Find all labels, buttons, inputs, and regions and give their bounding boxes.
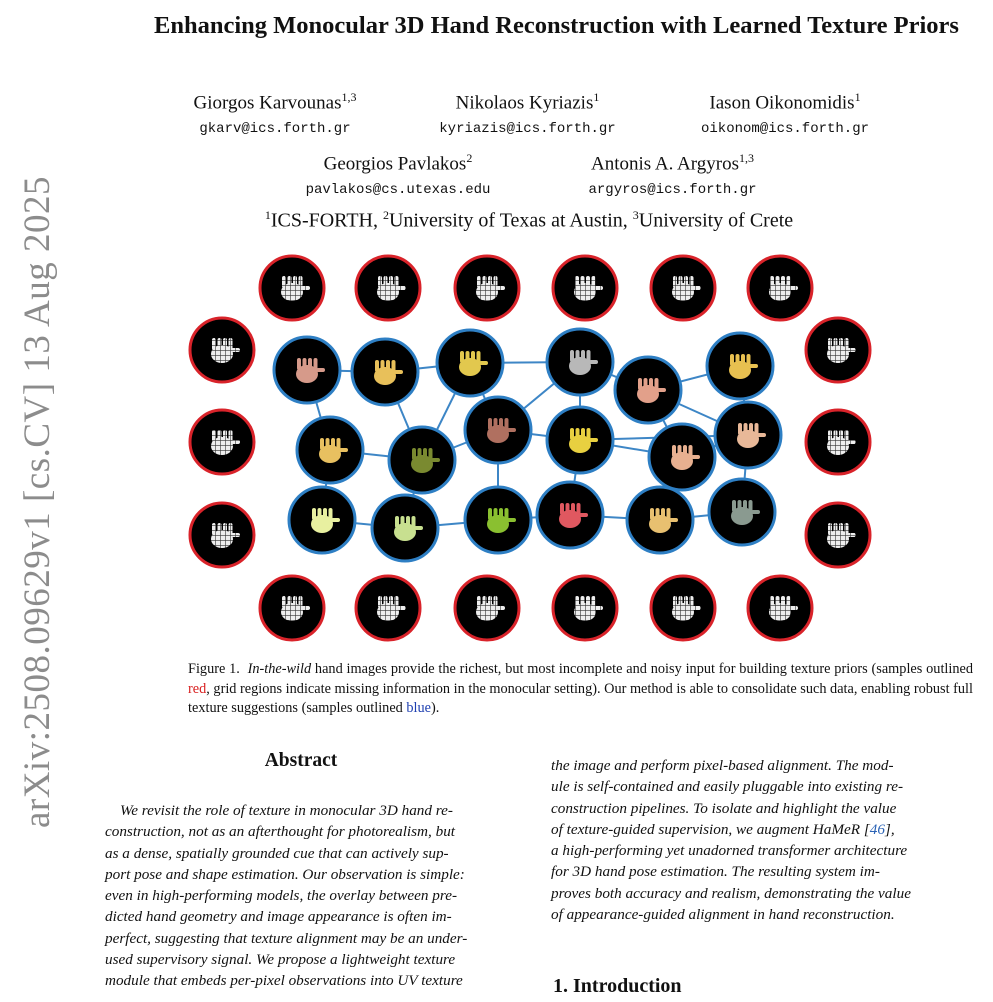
abstract-line: perfect, suggesting that texture alignment may be an under- bbox=[105, 929, 468, 947]
incomplete-sample bbox=[190, 503, 254, 567]
hand-finger bbox=[293, 276, 297, 288]
incomplete-sample bbox=[806, 318, 870, 382]
abstract-line: used supervisory signal. We propose a lightweight texture bbox=[105, 951, 456, 969]
hand-finger bbox=[483, 596, 487, 608]
hand-finger bbox=[223, 338, 227, 350]
hand-finger bbox=[460, 351, 464, 363]
hand-finger bbox=[320, 438, 324, 450]
hand-finger bbox=[412, 516, 416, 528]
hand-finger bbox=[839, 338, 843, 350]
hand-finger bbox=[337, 438, 341, 450]
hand-thumb bbox=[757, 433, 766, 437]
hand-finger bbox=[638, 378, 642, 390]
hand-finger bbox=[412, 448, 416, 460]
hand-finger bbox=[401, 516, 405, 528]
hand-finger bbox=[787, 276, 791, 288]
hand-finger bbox=[743, 500, 747, 512]
hand-thumb bbox=[231, 440, 240, 444]
author-name: Nikolaos Kyriazis bbox=[455, 92, 594, 114]
hand-finger bbox=[673, 596, 677, 608]
hand-finger bbox=[828, 338, 832, 350]
hand-finger bbox=[644, 378, 648, 390]
hand-finger bbox=[661, 508, 665, 520]
hand-finger bbox=[566, 503, 570, 515]
author-email: pavlakos@cs.utexas.edu bbox=[305, 182, 491, 199]
hand-finger bbox=[331, 438, 335, 450]
hand-finger bbox=[488, 418, 492, 430]
complete-sample bbox=[709, 479, 775, 545]
author-name: Georgios Pavlakos bbox=[323, 153, 467, 175]
hand-finger bbox=[499, 418, 503, 430]
complete-sample bbox=[715, 402, 781, 468]
hand-finger bbox=[781, 276, 785, 288]
hand-finger bbox=[679, 596, 683, 608]
abstract-line: construction, not as an afterthought for photorealism, but bbox=[105, 823, 456, 841]
hand-finger bbox=[488, 276, 492, 288]
hand-finger bbox=[429, 448, 433, 460]
abstract-line: dicted hand geometry and image appearance is often im- bbox=[105, 908, 452, 926]
hand-finger bbox=[684, 596, 688, 608]
complete-sample bbox=[547, 329, 613, 395]
abstract-line: as a dense, spatially grounded cue that can actively sup- bbox=[105, 844, 449, 862]
hand-finger bbox=[592, 276, 596, 288]
hand-finger bbox=[229, 338, 233, 350]
hand-finger bbox=[326, 438, 330, 450]
complete-sample bbox=[537, 482, 603, 548]
complete-sample bbox=[465, 487, 531, 553]
incomplete-sample bbox=[651, 576, 715, 640]
hand-finger bbox=[587, 428, 591, 440]
hand-finger bbox=[297, 358, 301, 370]
author-email: gkarv@ics.forth.gr bbox=[199, 121, 351, 138]
hand-thumb bbox=[751, 510, 760, 514]
hand-thumb bbox=[496, 286, 505, 290]
complete-sample bbox=[627, 487, 693, 553]
hand-finger bbox=[576, 428, 580, 440]
hand-thumb bbox=[301, 286, 310, 290]
hand-finger bbox=[229, 430, 233, 442]
abstract-line: port pose and shape estimation. Our observation is simple: bbox=[105, 865, 465, 883]
hand-finger bbox=[581, 276, 585, 288]
hand-thumb bbox=[316, 368, 325, 372]
hand-thumb bbox=[579, 513, 588, 517]
hand-finger bbox=[303, 358, 307, 370]
incomplete-sample bbox=[455, 256, 519, 320]
hand-finger bbox=[667, 508, 671, 520]
hand-finger bbox=[384, 596, 388, 608]
hand-finger bbox=[770, 596, 774, 608]
hand-thumb bbox=[847, 348, 856, 352]
hand-finger bbox=[673, 276, 677, 288]
hand-finger bbox=[223, 523, 227, 535]
hand-finger bbox=[770, 276, 774, 288]
hand-finger bbox=[845, 523, 849, 535]
hand-finger bbox=[828, 430, 832, 442]
hand-finger bbox=[650, 508, 654, 520]
hand-finger bbox=[576, 350, 580, 362]
incomplete-sample bbox=[748, 576, 812, 640]
hand-finger bbox=[282, 276, 286, 288]
hand-finger bbox=[845, 338, 849, 350]
author-affil-sup: 1,3 bbox=[341, 90, 357, 104]
hand-thumb bbox=[789, 286, 798, 290]
complete-sample bbox=[547, 407, 613, 473]
hand-finger bbox=[749, 500, 753, 512]
hand-finger bbox=[212, 430, 216, 442]
incomplete-sample bbox=[553, 576, 617, 640]
hand-finger bbox=[282, 596, 286, 608]
hand-finger bbox=[744, 423, 748, 435]
hand-finger bbox=[329, 508, 333, 520]
hand-finger bbox=[384, 276, 388, 288]
hand-finger bbox=[575, 596, 579, 608]
abstract-line: module that embeds per-pixel observations into UV texture bbox=[105, 972, 463, 990]
hand-finger bbox=[488, 596, 492, 608]
citation-link[interactable]: 46 bbox=[869, 820, 885, 838]
incomplete-sample bbox=[455, 576, 519, 640]
hand-finger bbox=[471, 351, 475, 363]
hand-finger bbox=[389, 596, 393, 608]
hand-finger bbox=[288, 596, 292, 608]
incomplete-sample bbox=[651, 256, 715, 320]
hand-finger bbox=[314, 358, 318, 370]
hand-finger bbox=[406, 516, 410, 528]
author-affil-sup: 1 bbox=[593, 90, 600, 104]
abstract-body-left bbox=[105, 800, 515, 992]
hand-thumb bbox=[692, 286, 701, 290]
complete-sample bbox=[372, 495, 438, 561]
hand-thumb bbox=[339, 448, 348, 452]
hand-finger bbox=[505, 418, 509, 430]
hand-finger bbox=[689, 445, 693, 457]
abstract-line: We revisit the role of texture in monocular 3D hand re- bbox=[120, 802, 453, 819]
hand-thumb bbox=[692, 606, 701, 610]
hand-finger bbox=[378, 276, 382, 288]
hand-finger bbox=[477, 596, 481, 608]
figure-caption: Figure 1. In-the-wild hand images provide the richest, but most incomplete and noisy input for building texture priors (samples outlined red, grid regions indicate missing information in the monocular setting). Our method is able to consolidate such data, enabling robust full texture suggestions (samples outlined blue). bbox=[188, 661, 974, 716]
author-affil-sup: 2 bbox=[466, 151, 473, 165]
abstract-line: the image and perform pixel-based alignment. The mod- bbox=[551, 757, 894, 774]
hand-finger bbox=[386, 360, 390, 372]
abstract-line: construction pipelines. To isolate and highlight the value bbox=[551, 799, 897, 817]
abstract-body-right: the image and perform pixel-based alignment. The mod- ule is self-contained and easily pluggable into existing re- construction pipelines. To isolate and highlight the value of texture-guided supervision, we augment HaMeR [46], a high-performing yet unadorned transformer architecture for 3D hand pose estimation. The resulting system im- proves both accuracy and realism, demonstrating the value of appearance-guided alignment in hand reconstruction. bbox=[551, 755, 973, 925]
incomplete-sample bbox=[260, 256, 324, 320]
hand-finger bbox=[741, 354, 745, 366]
arxiv-identifier: arXiv:2508.09629v1 [cs.CV] 13 Aug 2025 bbox=[17, 175, 58, 829]
hand-finger bbox=[392, 360, 396, 372]
hand-finger bbox=[749, 423, 753, 435]
hand-thumb bbox=[331, 518, 340, 522]
hand-thumb bbox=[231, 533, 240, 537]
incomplete-sample bbox=[260, 576, 324, 640]
hand-finger bbox=[587, 350, 591, 362]
hand-finger bbox=[212, 523, 216, 535]
hand-finger bbox=[834, 430, 838, 442]
hand-finger bbox=[586, 276, 590, 288]
incomplete-sample bbox=[806, 503, 870, 567]
abstract-line: of texture-guided supervision, we augment HaMeR [ bbox=[551, 820, 870, 838]
abstract-heading: Abstract bbox=[264, 750, 338, 771]
hand-finger bbox=[381, 360, 385, 372]
hand-finger bbox=[755, 423, 759, 435]
hand-finger bbox=[229, 523, 233, 535]
hand-thumb bbox=[589, 438, 598, 442]
hand-finger bbox=[683, 445, 687, 457]
hand-finger bbox=[494, 508, 498, 520]
hand-finger bbox=[581, 428, 585, 440]
hand-finger bbox=[834, 338, 838, 350]
hand-finger bbox=[679, 276, 683, 288]
hand-finger bbox=[690, 276, 694, 288]
hand-finger bbox=[570, 350, 574, 362]
hand-thumb bbox=[691, 455, 700, 459]
hand-thumb bbox=[594, 606, 603, 610]
author-affil-sup: 1 bbox=[854, 90, 861, 104]
hand-thumb bbox=[397, 286, 406, 290]
incomplete-sample bbox=[356, 256, 420, 320]
author-email: kyriazis@ics.forth.gr bbox=[439, 121, 616, 138]
hand-finger bbox=[318, 508, 322, 520]
complete-sample bbox=[707, 333, 773, 399]
hand-finger bbox=[499, 508, 503, 520]
complete-sample bbox=[437, 330, 503, 396]
hand-finger bbox=[570, 428, 574, 440]
hand-thumb bbox=[496, 606, 505, 610]
hand-finger bbox=[299, 276, 303, 288]
hand-thumb bbox=[431, 458, 440, 462]
hand-thumb bbox=[507, 518, 516, 522]
hand-thumb bbox=[301, 606, 310, 610]
hand-thumb bbox=[789, 606, 798, 610]
hand-finger bbox=[649, 378, 653, 390]
hand-finger bbox=[375, 360, 379, 372]
hand-finger bbox=[776, 596, 780, 608]
abstract-line: ule is self-contained and easily pluggable into existing re- bbox=[551, 778, 904, 796]
hand-thumb bbox=[479, 361, 488, 365]
hand-finger bbox=[395, 276, 399, 288]
hand-thumb bbox=[657, 388, 666, 392]
hand-finger bbox=[212, 338, 216, 350]
hand-finger bbox=[308, 358, 312, 370]
hand-finger bbox=[288, 276, 292, 288]
hand-thumb bbox=[589, 360, 598, 364]
hand-finger bbox=[395, 516, 399, 528]
abstract-line: even in high-performing models, the overlay between pre- bbox=[105, 887, 458, 905]
hand-finger bbox=[560, 503, 564, 515]
incomplete-sample bbox=[356, 576, 420, 640]
hand-finger bbox=[477, 276, 481, 288]
hand-finger bbox=[571, 503, 575, 515]
author-name: Iason Oikonomidis bbox=[709, 92, 855, 114]
hand-finger bbox=[581, 596, 585, 608]
hand-finger bbox=[592, 596, 596, 608]
hand-finger bbox=[418, 448, 422, 460]
hand-finger bbox=[575, 276, 579, 288]
complete-sample bbox=[465, 397, 531, 463]
hand-finger bbox=[672, 445, 676, 457]
abstract-line: of appearance-guided alignment in hand reconstruction. bbox=[551, 906, 895, 924]
author-name: Antonis A. Argyros bbox=[591, 153, 739, 175]
hand-finger bbox=[655, 378, 659, 390]
abstract-line: proves both accuracy and realism, demonstrating the value bbox=[551, 884, 911, 902]
hand-finger bbox=[299, 596, 303, 608]
hand-finger bbox=[466, 351, 470, 363]
incomplete-sample bbox=[190, 410, 254, 474]
incomplete-sample bbox=[553, 256, 617, 320]
hand-finger bbox=[656, 508, 660, 520]
hand-thumb bbox=[397, 606, 406, 610]
hand-finger bbox=[738, 500, 742, 512]
abstract-line: for 3D hand pose estimation. The resulting system im- bbox=[551, 863, 880, 881]
hand-finger bbox=[781, 596, 785, 608]
paper-title: Enhancing Monocular 3D Hand Reconstruction with Learned Texture Priors bbox=[154, 12, 959, 39]
complete-sample bbox=[615, 357, 681, 423]
hand-finger bbox=[483, 276, 487, 288]
hand-finger bbox=[494, 596, 498, 608]
hand-finger bbox=[477, 351, 481, 363]
incomplete-sample bbox=[190, 318, 254, 382]
complete-sample bbox=[389, 427, 455, 493]
hand-finger bbox=[834, 523, 838, 535]
hand-finger bbox=[218, 523, 222, 535]
complete-sample bbox=[352, 339, 418, 405]
hand-finger bbox=[839, 430, 843, 442]
hand-finger bbox=[389, 276, 393, 288]
author-email: oikonom@ics.forth.gr bbox=[700, 121, 870, 138]
hand-thumb bbox=[231, 348, 240, 352]
hand-thumb bbox=[594, 286, 603, 290]
hand-finger bbox=[586, 596, 590, 608]
hand-finger bbox=[732, 500, 736, 512]
abstract-line: a high-performing yet unadorned transformer architecture bbox=[551, 842, 908, 860]
hand-finger bbox=[738, 423, 742, 435]
complete-sample bbox=[297, 417, 363, 483]
hand-finger bbox=[293, 596, 297, 608]
hand-thumb bbox=[394, 370, 403, 374]
incomplete-sample bbox=[748, 256, 812, 320]
section-heading: 1. Introduction bbox=[553, 975, 682, 997]
hand-finger bbox=[684, 276, 688, 288]
hand-finger bbox=[747, 354, 751, 366]
hand-finger bbox=[488, 508, 492, 520]
hand-finger bbox=[730, 354, 734, 366]
author-email: argyros@ics.forth.gr bbox=[588, 182, 757, 199]
hand-finger bbox=[581, 350, 585, 362]
hand-thumb bbox=[847, 533, 856, 537]
incomplete-sample bbox=[806, 410, 870, 474]
author-affil-sup: 1,3 bbox=[738, 151, 754, 165]
hand-thumb bbox=[847, 440, 856, 444]
hand-finger bbox=[505, 508, 509, 520]
hand-finger bbox=[423, 448, 427, 460]
hand-finger bbox=[395, 596, 399, 608]
complete-sample bbox=[649, 424, 715, 490]
hand-finger bbox=[839, 523, 843, 535]
author-name: Giorgos Karvounas bbox=[193, 92, 342, 114]
hand-finger bbox=[776, 276, 780, 288]
hand-finger bbox=[323, 508, 327, 520]
hand-finger bbox=[312, 508, 316, 520]
hand-thumb bbox=[507, 428, 516, 432]
hand-finger bbox=[577, 503, 581, 515]
hand-thumb bbox=[749, 364, 758, 368]
hand-finger bbox=[223, 430, 227, 442]
hand-thumb bbox=[669, 518, 678, 522]
hand-finger bbox=[218, 338, 222, 350]
complete-sample bbox=[274, 337, 340, 403]
affiliations: $^1$ICS-FORTH, $^2$University of Texas at Austin, $^3$University of Crete bbox=[264, 208, 794, 232]
hand-finger bbox=[690, 596, 694, 608]
hand-finger bbox=[494, 418, 498, 430]
hand-thumb bbox=[414, 526, 423, 530]
hand-finger bbox=[845, 430, 849, 442]
hand-finger bbox=[787, 596, 791, 608]
hand-finger bbox=[678, 445, 682, 457]
hand-finger bbox=[736, 354, 740, 366]
hand-finger bbox=[378, 596, 382, 608]
hand-finger bbox=[494, 276, 498, 288]
hand-finger bbox=[828, 523, 832, 535]
complete-sample bbox=[289, 487, 355, 553]
hand-finger bbox=[218, 430, 222, 442]
